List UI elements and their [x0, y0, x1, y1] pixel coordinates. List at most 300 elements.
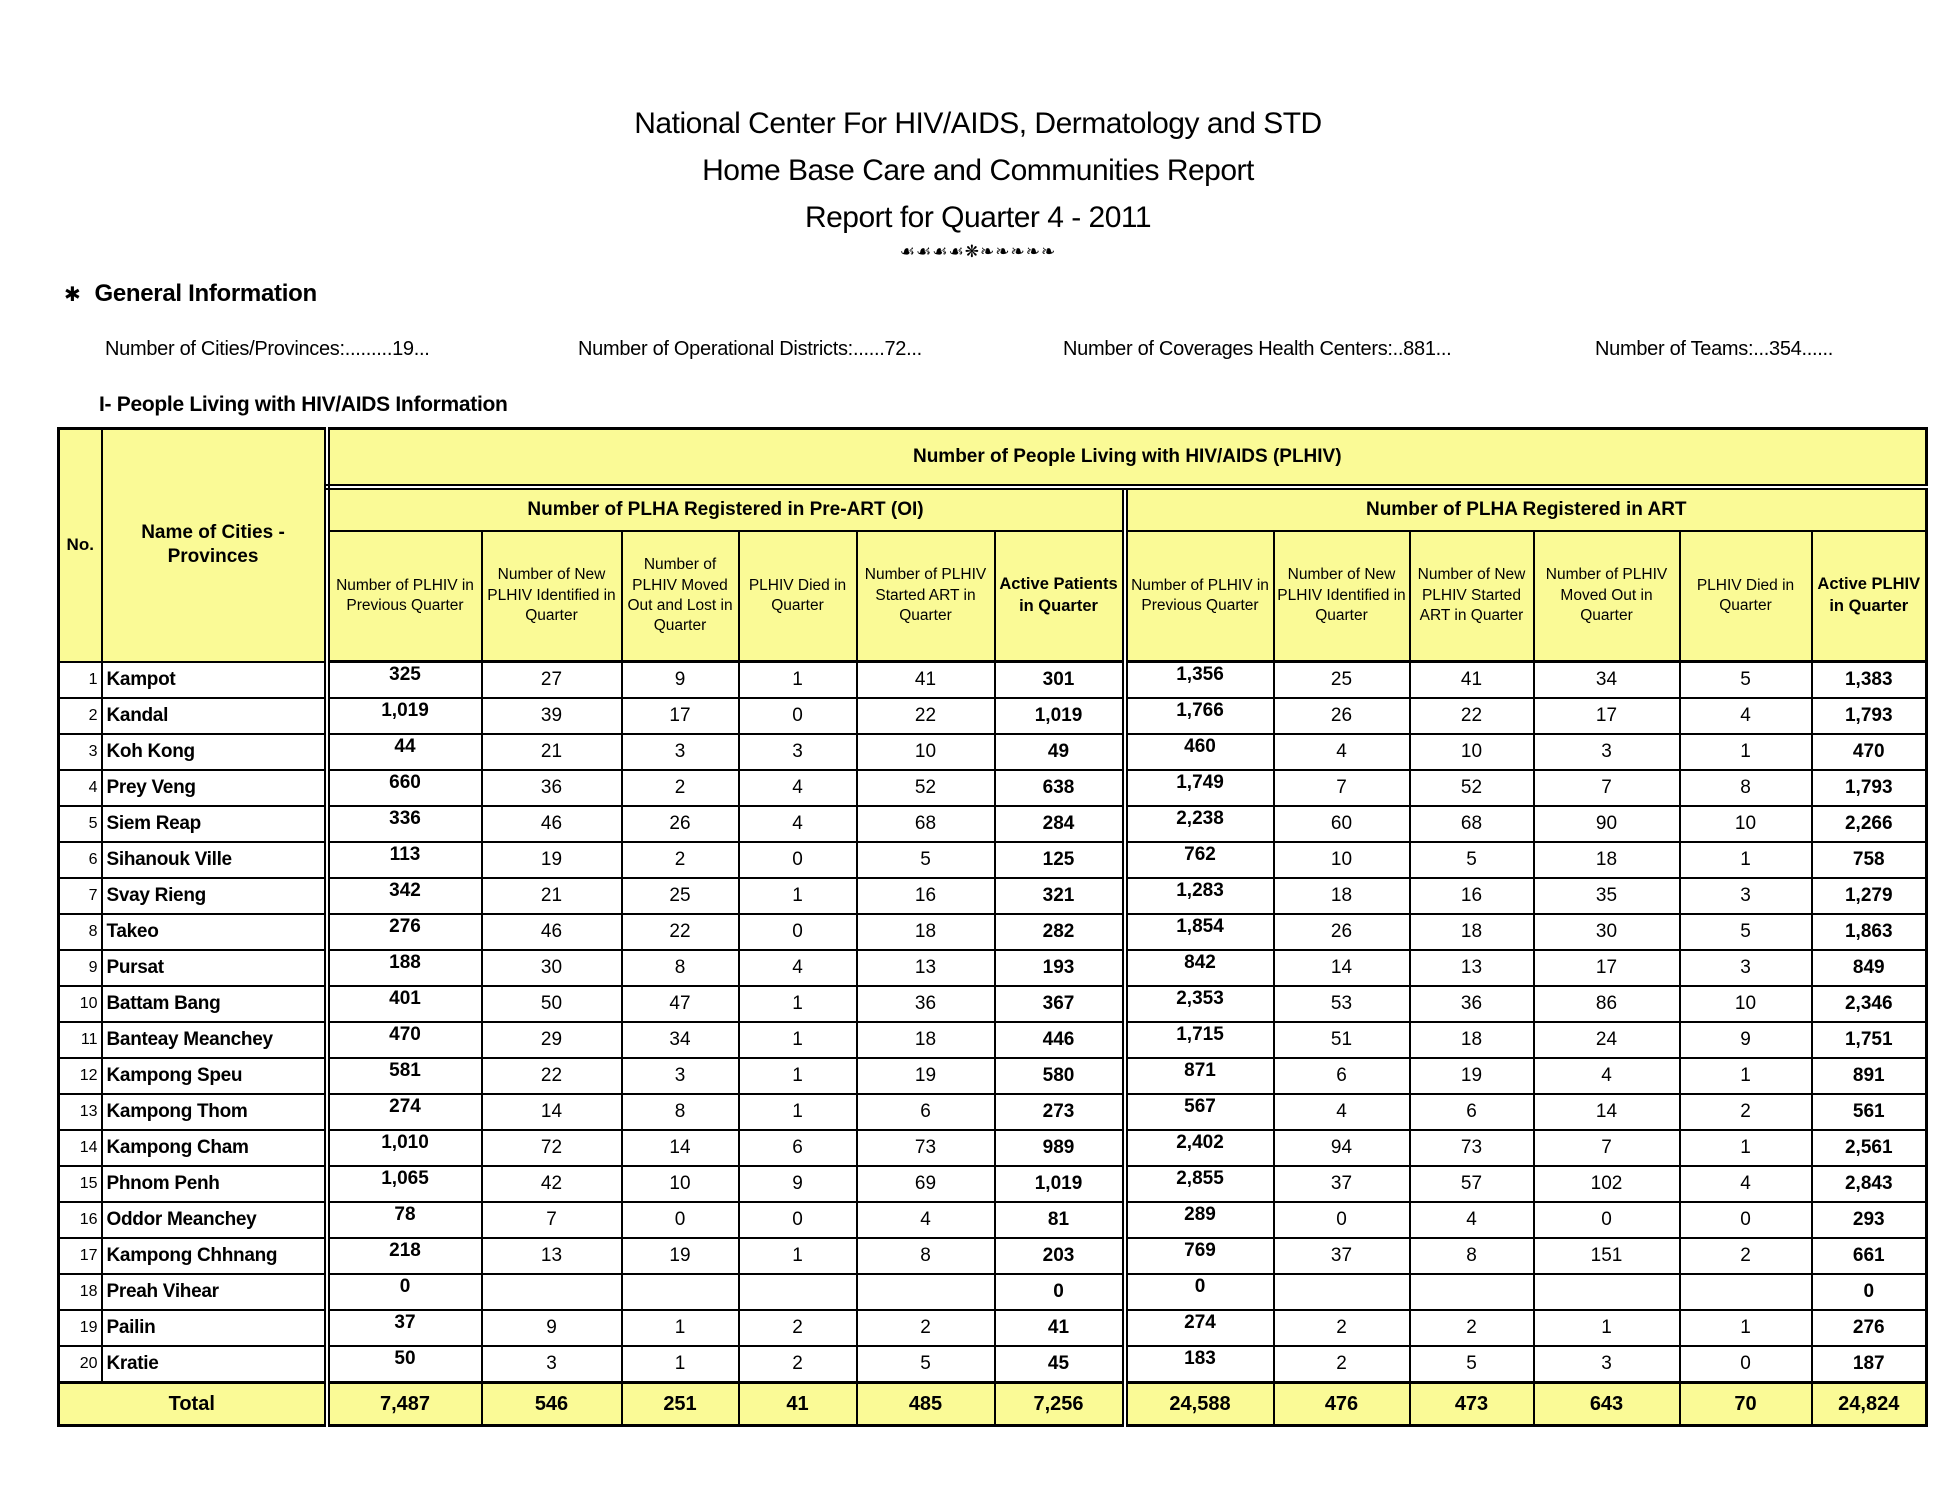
cell-value: 1,793 — [1812, 698, 1927, 734]
cell-value: 274 — [327, 1094, 482, 1130]
cell-value: 22 — [622, 914, 739, 950]
cell-value: 2 — [622, 770, 739, 806]
cell-value: 446 — [995, 1022, 1125, 1058]
cell-value: 661 — [1812, 1238, 1927, 1274]
cell-value: 24 — [1534, 1022, 1680, 1058]
cell-value: 1 — [1680, 734, 1812, 770]
cell-value: 10 — [1680, 806, 1812, 842]
table-row — [59, 1022, 1927, 1058]
cell-value: 36 — [1410, 986, 1534, 1022]
col-header-preart-moved-out-lost: Number of PLHIV Moved Out and Lost in Quarter — [622, 531, 739, 662]
province-name: Koh Kong — [102, 734, 327, 770]
cell-value: 1 — [739, 878, 857, 914]
col-header-art-died: PLHIV Died in Quarter — [1680, 531, 1812, 662]
cell-value: 1,356 — [1125, 662, 1274, 699]
cell-value: 13 — [1410, 950, 1534, 986]
province-name: Sihanouk Ville — [102, 842, 327, 878]
cell-value: 113 — [327, 842, 482, 878]
table-row — [59, 662, 1927, 699]
cell-value: 13 — [482, 1238, 622, 1274]
table-row — [59, 698, 1927, 734]
province-name: Banteay Meanchey — [102, 1022, 327, 1058]
province-name: Kampot — [102, 662, 327, 699]
cell-value: 0 — [995, 1274, 1125, 1310]
cell-value: 660 — [327, 770, 482, 806]
plhiv-table-container — [57, 427, 1928, 1427]
cell-value: 3 — [1534, 1346, 1680, 1383]
cell-value: 1,010 — [327, 1130, 482, 1166]
cell-value: 9 — [622, 662, 739, 699]
cell-value: 273 — [995, 1094, 1125, 1130]
cell-value: 4 — [1410, 1202, 1534, 1238]
row-number: 4 — [59, 770, 102, 806]
cell-value: 561 — [1812, 1094, 1927, 1130]
section-heading-plhiv-info: I- People Living with HIV/AIDS Information — [99, 393, 508, 416]
group-header-pre-art: Number of PLHA Registered in Pre-ART (OI) — [327, 487, 1125, 531]
cell-value: 5 — [1680, 662, 1812, 699]
cell-value: 9 — [482, 1310, 622, 1346]
cell-value: 342 — [327, 878, 482, 914]
cell-value: 638 — [995, 770, 1125, 806]
cell-value: 581 — [327, 1058, 482, 1094]
cell-value — [622, 1274, 739, 1310]
cell-value: 470 — [327, 1022, 482, 1058]
cell-value: 4 — [1680, 698, 1812, 734]
table-row — [59, 770, 1927, 806]
cell-value — [739, 1274, 857, 1310]
cell-value: 276 — [327, 914, 482, 950]
info-teams: Number of Teams:...354...... — [1595, 338, 1834, 360]
cell-value: 4 — [739, 950, 857, 986]
cell-value: 30 — [1534, 914, 1680, 950]
province-name: Battam Bang — [102, 986, 327, 1022]
ornament-divider: ☙☙☙☙❋❧❧❧❧❧ — [899, 242, 1057, 262]
cell-value: 193 — [995, 950, 1125, 986]
province-name: Svay Rieng — [102, 878, 327, 914]
cell-value: 3 — [622, 734, 739, 770]
cell-value: 2,843 — [1812, 1166, 1927, 1202]
cell-value: 2,855 — [1125, 1166, 1274, 1202]
cell-value: 1 — [739, 1058, 857, 1094]
cell-value: 17 — [1534, 950, 1680, 986]
cell-value: 13 — [857, 950, 995, 986]
col-header-preart-died: PLHIV Died in Quarter — [739, 531, 857, 662]
total-preart-new-identified: 546 — [482, 1383, 622, 1426]
province-name: Oddor Meanchey — [102, 1202, 327, 1238]
cell-value: 1,065 — [327, 1166, 482, 1202]
cell-value: 30 — [482, 950, 622, 986]
row-number: 7 — [59, 878, 102, 914]
cell-value: 0 — [739, 1202, 857, 1238]
cell-value: 6 — [1274, 1058, 1410, 1094]
cell-value: 1 — [739, 986, 857, 1022]
cell-value: 2,346 — [1812, 986, 1927, 1022]
cell-value: 1,283 — [1125, 878, 1274, 914]
general-information-values — [0, 338, 1956, 366]
cell-value: 762 — [1125, 842, 1274, 878]
cell-value: 5 — [1410, 1346, 1534, 1383]
row-number: 9 — [59, 950, 102, 986]
table-row — [59, 734, 1927, 770]
row-number: 3 — [59, 734, 102, 770]
total-active-plhiv: 24,824 — [1812, 1383, 1927, 1426]
cell-value: 60 — [1274, 806, 1410, 842]
cell-value — [1680, 1274, 1812, 1310]
cell-value: 274 — [1125, 1310, 1274, 1346]
cell-value: 14 — [1274, 950, 1410, 986]
cell-value: 2 — [1274, 1310, 1410, 1346]
table-row — [59, 1238, 1927, 1274]
cell-value: 891 — [1812, 1058, 1927, 1094]
cell-value: 47 — [622, 986, 739, 1022]
province-name: Kampong Cham — [102, 1130, 327, 1166]
cell-value: 4 — [1680, 1166, 1812, 1202]
cell-value: 17 — [1534, 698, 1680, 734]
row-number: 17 — [59, 1238, 102, 1274]
province-name: Kandal — [102, 698, 327, 734]
province-name: Takeo — [102, 914, 327, 950]
total-label: Total — [59, 1383, 327, 1426]
cell-value: 1 — [739, 1238, 857, 1274]
row-number: 1 — [59, 662, 102, 699]
cell-value: 78 — [327, 1202, 482, 1238]
cell-value: 989 — [995, 1130, 1125, 1166]
col-header-no: No. — [59, 429, 102, 662]
province-name: Kampong Chhnang — [102, 1238, 327, 1274]
total-preart-started-art: 485 — [857, 1383, 995, 1426]
cell-value: 1,854 — [1125, 914, 1274, 950]
cell-value: 81 — [995, 1202, 1125, 1238]
cell-value: 5 — [1410, 842, 1534, 878]
cell-value: 19 — [622, 1238, 739, 1274]
cell-value — [857, 1274, 995, 1310]
cell-value: 10 — [1680, 986, 1812, 1022]
cell-value: 21 — [482, 734, 622, 770]
cell-value: 4 — [1534, 1058, 1680, 1094]
cell-value: 1,715 — [1125, 1022, 1274, 1058]
cell-value: 0 — [622, 1202, 739, 1238]
report-subtitle: Home Base Care and Communities Report — [702, 154, 1254, 187]
cell-value: 9 — [739, 1166, 857, 1202]
cell-value: 0 — [739, 914, 857, 950]
cell-value: 10 — [857, 734, 995, 770]
cell-value: 72 — [482, 1130, 622, 1166]
cell-value: 1 — [739, 1022, 857, 1058]
province-name: Pursat — [102, 950, 327, 986]
col-header-art-moved-out: Number of PLHIV Moved Out in Quarter — [1534, 531, 1680, 662]
table-row — [59, 1310, 1927, 1346]
cell-value: 2 — [739, 1310, 857, 1346]
row-number: 12 — [59, 1058, 102, 1094]
cell-value: 276 — [1812, 1310, 1927, 1346]
cell-value: 293 — [1812, 1202, 1927, 1238]
row-number: 5 — [59, 806, 102, 842]
cell-value: 73 — [1410, 1130, 1534, 1166]
table-row — [59, 1094, 1927, 1130]
cell-value: 49 — [995, 734, 1125, 770]
total-preart-died: 41 — [739, 1383, 857, 1426]
cell-value: 151 — [1534, 1238, 1680, 1274]
cell-value: 8 — [1410, 1238, 1534, 1274]
cell-value: 37 — [1274, 1166, 1410, 1202]
table-row — [59, 950, 1927, 986]
cell-value: 1,863 — [1812, 914, 1927, 950]
cell-value: 1,383 — [1812, 662, 1927, 699]
cell-value: 14 — [1534, 1094, 1680, 1130]
cell-value: 871 — [1125, 1058, 1274, 1094]
cell-value: 125 — [995, 842, 1125, 878]
province-name: Kampong Thom — [102, 1094, 327, 1130]
cell-value: 1 — [739, 1094, 857, 1130]
cell-value: 2,238 — [1125, 806, 1274, 842]
cell-value: 470 — [1812, 734, 1927, 770]
cell-value: 8 — [1680, 770, 1812, 806]
cell-value: 5 — [857, 842, 995, 878]
cell-value: 90 — [1534, 806, 1680, 842]
cell-value: 34 — [622, 1022, 739, 1058]
cell-value: 5 — [857, 1346, 995, 1383]
cell-value: 0 — [1534, 1202, 1680, 1238]
province-name: Pailin — [102, 1310, 327, 1346]
province-name: Preah Vihear — [102, 1274, 327, 1310]
cell-value: 26 — [1274, 914, 1410, 950]
cell-value: 22 — [482, 1058, 622, 1094]
cell-value: 1,751 — [1812, 1022, 1927, 1058]
cell-value: 94 — [1274, 1130, 1410, 1166]
cell-value: 18 — [857, 1022, 995, 1058]
cell-value: 45 — [995, 1346, 1125, 1383]
cell-value: 3 — [482, 1346, 622, 1383]
cell-value: 52 — [1410, 770, 1534, 806]
cell-value: 2 — [622, 842, 739, 878]
cell-value — [1534, 1274, 1680, 1310]
cell-value: 0 — [739, 698, 857, 734]
cell-value: 35 — [1534, 878, 1680, 914]
cell-value: 16 — [1410, 878, 1534, 914]
cell-value: 0 — [1680, 1346, 1812, 1383]
group-header-art: Number of PLHA Registered in ART — [1125, 487, 1927, 531]
cell-value: 6 — [739, 1130, 857, 1166]
cell-value: 36 — [857, 986, 995, 1022]
table-row — [59, 806, 1927, 842]
info-cities-provinces: Number of Cities/Provinces:.........19... — [105, 338, 430, 360]
cell-value: 39 — [482, 698, 622, 734]
row-number: 20 — [59, 1346, 102, 1383]
table-row — [59, 1130, 1927, 1166]
cell-value: 18 — [1534, 842, 1680, 878]
cell-value: 18 — [1410, 1022, 1534, 1058]
cell-value: 1,749 — [1125, 770, 1274, 806]
province-name: Phnom Penh — [102, 1166, 327, 1202]
cell-value: 7 — [1274, 770, 1410, 806]
cell-value: 8 — [857, 1238, 995, 1274]
cell-value: 4 — [1274, 1094, 1410, 1130]
table-row — [59, 986, 1927, 1022]
cell-value: 25 — [1274, 662, 1410, 699]
total-row — [59, 1383, 1927, 1426]
cell-value: 0 — [1125, 1274, 1274, 1310]
cell-value: 41 — [1410, 662, 1534, 699]
cell-value: 46 — [482, 806, 622, 842]
total-preart-previous: 7,487 — [327, 1383, 482, 1426]
cell-value: 26 — [1274, 698, 1410, 734]
row-number: 2 — [59, 698, 102, 734]
cell-value: 183 — [1125, 1346, 1274, 1383]
cell-value: 42 — [482, 1166, 622, 1202]
cell-value — [1274, 1274, 1410, 1310]
cell-value: 2 — [1680, 1094, 1812, 1130]
cell-value: 3 — [739, 734, 857, 770]
title-block — [0, 100, 1956, 263]
cell-value: 18 — [1274, 878, 1410, 914]
col-header-art-previous: Number of PLHIV in Previous Quarter — [1125, 531, 1274, 662]
cell-value: 41 — [857, 662, 995, 699]
cell-value: 4 — [739, 806, 857, 842]
cell-value: 0 — [1274, 1202, 1410, 1238]
cell-value: 218 — [327, 1238, 482, 1274]
cell-value: 21 — [482, 878, 622, 914]
cell-value: 321 — [995, 878, 1125, 914]
cell-value: 51 — [1274, 1022, 1410, 1058]
table-row — [59, 842, 1927, 878]
cell-value: 188 — [327, 950, 482, 986]
cell-value: 0 — [327, 1274, 482, 1310]
cell-value: 102 — [1534, 1166, 1680, 1202]
cell-value: 25 — [622, 878, 739, 914]
cell-value: 3 — [1680, 878, 1812, 914]
cell-value: 203 — [995, 1238, 1125, 1274]
table-row — [59, 1346, 1927, 1383]
cell-value: 3 — [1680, 950, 1812, 986]
cell-value: 325 — [327, 662, 482, 699]
cell-value: 29 — [482, 1022, 622, 1058]
col-header-preart-new-identified: Number of New PLHIV Identified in Quarter — [482, 531, 622, 662]
cell-value: 19 — [857, 1058, 995, 1094]
row-number: 18 — [59, 1274, 102, 1310]
cell-value: 68 — [857, 806, 995, 842]
table-header — [59, 429, 1927, 662]
cell-value: 52 — [857, 770, 995, 806]
general-information-heading — [64, 280, 317, 308]
cell-value: 580 — [995, 1058, 1125, 1094]
cell-value: 10 — [1274, 842, 1410, 878]
cell-value — [482, 1274, 622, 1310]
cell-value: 50 — [327, 1346, 482, 1383]
cell-value: 2,266 — [1812, 806, 1927, 842]
cell-value: 2,353 — [1125, 986, 1274, 1022]
cell-value: 22 — [857, 698, 995, 734]
star-bullet-icon: ✱ — [64, 282, 81, 306]
plhiv-table-body — [59, 662, 1927, 1383]
cell-value: 5 — [1680, 914, 1812, 950]
cell-value: 4 — [1274, 734, 1410, 770]
cell-value — [1410, 1274, 1534, 1310]
cell-value: 301 — [995, 662, 1125, 699]
cell-value: 1,793 — [1812, 770, 1927, 806]
cell-value: 4 — [857, 1202, 995, 1238]
cell-value: 6 — [1410, 1094, 1534, 1130]
cell-value: 1,019 — [327, 698, 482, 734]
cell-value: 18 — [1410, 914, 1534, 950]
info-operational-districts: Number of Operational Districts:......72... — [578, 338, 922, 360]
cell-value: 8 — [622, 1094, 739, 1130]
cell-value: 1,019 — [995, 698, 1125, 734]
cell-value: 1 — [1680, 842, 1812, 878]
table-row — [59, 1058, 1927, 1094]
cell-value: 7 — [1534, 770, 1680, 806]
cell-value: 9 — [1680, 1022, 1812, 1058]
total-art-previous: 24,588 — [1125, 1383, 1274, 1426]
general-information-label: General Information — [94, 280, 317, 307]
cell-value: 2 — [857, 1310, 995, 1346]
row-number: 14 — [59, 1130, 102, 1166]
cell-value: 34 — [1534, 662, 1680, 699]
cell-value: 2 — [1680, 1238, 1812, 1274]
total-preart-moved-out-lost: 251 — [622, 1383, 739, 1426]
province-name: Kratie — [102, 1346, 327, 1383]
cell-value: 73 — [857, 1130, 995, 1166]
cell-value: 0 — [1680, 1202, 1812, 1238]
col-header-art-new-started: Number of New PLHIV Started ART in Quarter — [1410, 531, 1534, 662]
cell-value: 1,766 — [1125, 698, 1274, 734]
cell-value: 2 — [1274, 1346, 1410, 1383]
row-number: 15 — [59, 1166, 102, 1202]
row-number: 8 — [59, 914, 102, 950]
cell-value: 46 — [482, 914, 622, 950]
cell-value: 2,561 — [1812, 1130, 1927, 1166]
province-name: Siem Reap — [102, 806, 327, 842]
table-row — [59, 1274, 1927, 1310]
cell-value: 0 — [1812, 1274, 1927, 1310]
info-health-centers: Number of Coverages Health Centers:..881... — [1063, 338, 1452, 360]
cell-value: 1,019 — [995, 1166, 1125, 1202]
row-number: 19 — [59, 1310, 102, 1346]
cell-value: 10 — [622, 1166, 739, 1202]
cell-value: 37 — [327, 1310, 482, 1346]
cell-value: 27 — [482, 662, 622, 699]
cell-value: 2 — [739, 1346, 857, 1383]
total-art-died: 70 — [1680, 1383, 1812, 1426]
cell-value: 10 — [1410, 734, 1534, 770]
table-row — [59, 1166, 1927, 1202]
cell-value: 282 — [995, 914, 1125, 950]
cell-value: 758 — [1812, 842, 1927, 878]
cell-value: 4 — [739, 770, 857, 806]
cell-value: 1 — [1680, 1310, 1812, 1346]
cell-value: 289 — [1125, 1202, 1274, 1238]
cell-value: 284 — [995, 806, 1125, 842]
cell-value: 1 — [622, 1310, 739, 1346]
cell-value: 14 — [482, 1094, 622, 1130]
row-number: 13 — [59, 1094, 102, 1130]
cell-value: 336 — [327, 806, 482, 842]
cell-value: 37 — [1274, 1238, 1410, 1274]
cell-value: 53 — [1274, 986, 1410, 1022]
cell-value: 3 — [1534, 734, 1680, 770]
cell-value: 1 — [622, 1346, 739, 1383]
cell-value: 0 — [739, 842, 857, 878]
col-header-preart-previous: Number of PLHIV in Previous Quarter — [327, 531, 482, 662]
cell-value: 1 — [739, 662, 857, 699]
col-header-name: Name of Cities - Provinces — [102, 429, 327, 662]
cell-value: 3 — [622, 1058, 739, 1094]
col-header-active-patients: Active Patients in Quarter — [995, 531, 1125, 662]
cell-value: 41 — [995, 1310, 1125, 1346]
total-art-new-started: 473 — [1410, 1383, 1534, 1426]
cell-value: 367 — [995, 986, 1125, 1022]
cell-value: 1,279 — [1812, 878, 1927, 914]
province-name: Prey Veng — [102, 770, 327, 806]
